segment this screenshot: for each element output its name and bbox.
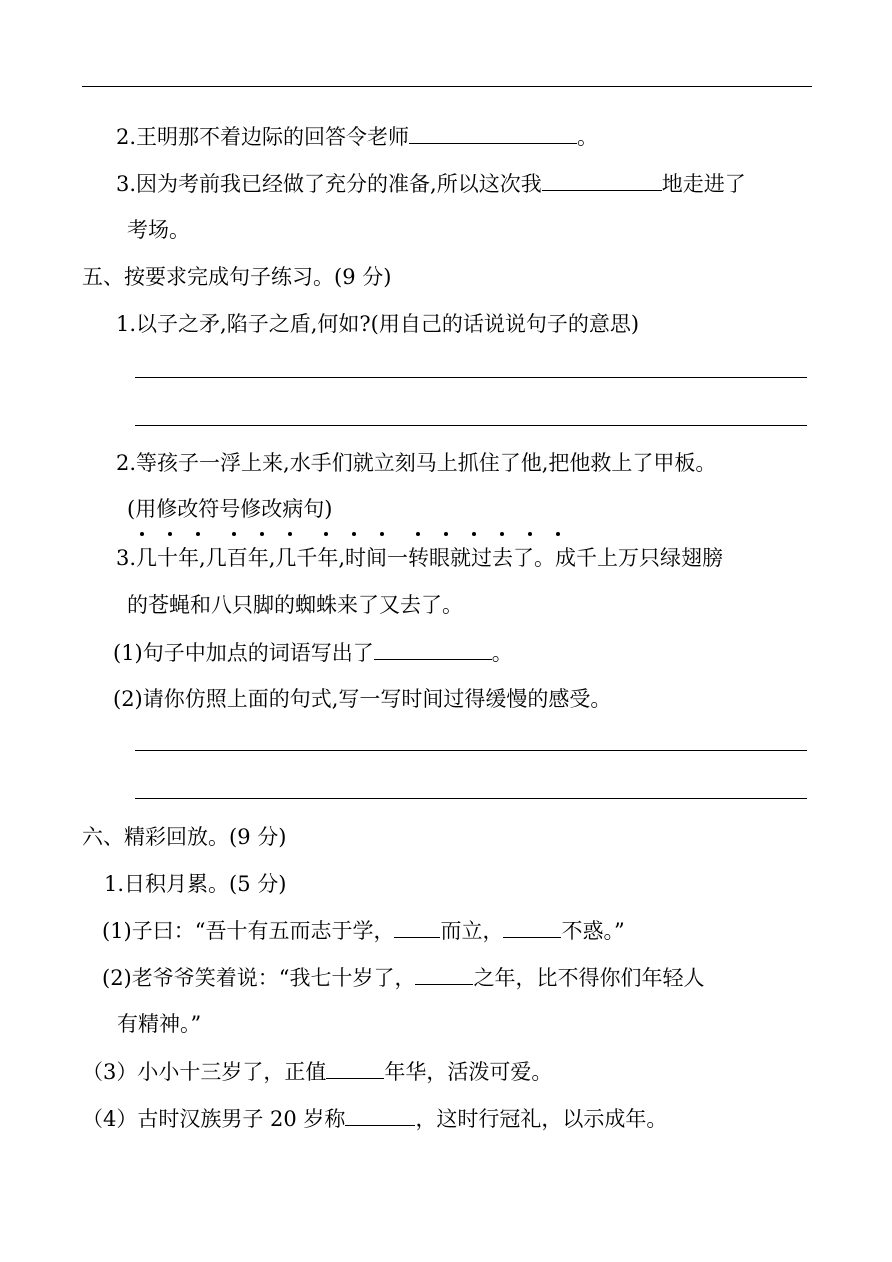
- q6-sub1-blank-1[interactable]: [394, 915, 440, 938]
- emphasis-dot: [168, 532, 172, 536]
- q6-sub4: （4）古时汉族男子 20 岁称 ，这时行冠礼，以示成年。: [82, 1103, 667, 1134]
- q6-item1: 1.日积月累。(5 分): [104, 872, 287, 896]
- q4-item3-cont: 考场。: [127, 218, 190, 242]
- emphasis-dot: [528, 532, 532, 536]
- q5-sub2: (2)请你仿照上面的句式,写一写时间过得缓慢的感受。: [113, 687, 612, 711]
- q5-item3-line2: 的苍蝇和八只脚的蜘蛛来了又去了。: [127, 593, 463, 617]
- emphasis-dot: [260, 532, 264, 536]
- q5-sub1-blank[interactable]: [374, 637, 492, 660]
- q6-sub2-blank[interactable]: [415, 962, 473, 985]
- q5-item1-answer-line-2[interactable]: [135, 425, 807, 426]
- emphasis-dot: [140, 532, 144, 536]
- emphasis-dot: [416, 532, 420, 536]
- emphasis-dot: [444, 532, 448, 536]
- emphasis-dot: [232, 532, 236, 536]
- q6-sub2: (2)老爷爷笑着说：“我七十岁了， 之年，比不得你们年轻人: [102, 962, 704, 993]
- q5-item2-note: (用修改符号修改病句): [127, 497, 333, 521]
- emphasis-dot: [556, 532, 560, 536]
- q4-item2: 2.王明那不着边际的回答令老师 。: [116, 121, 598, 152]
- q4-item2-blank[interactable]: [409, 121, 577, 144]
- q5-item1: 1.以子之矛,陷子之盾,何如?(用自己的话说说句子的意思): [116, 312, 640, 336]
- q5-sub2-answer-line-1[interactable]: [135, 750, 807, 751]
- emphasis-dot: [472, 532, 476, 536]
- q6-sub1-blank-2[interactable]: [503, 915, 561, 938]
- q6-sub2-cont: 有精神。”: [117, 1012, 202, 1036]
- q5-sub2-answer-line-2[interactable]: [135, 798, 807, 799]
- emphasis-dots: [138, 532, 578, 540]
- emphasis-dot: [380, 532, 384, 536]
- emphasis-dot: [500, 532, 504, 536]
- q5-item3-line1: 3.几十年,几百年,几千年,时间一转眼就过去了。成千上万只绿翅膀: [116, 546, 724, 570]
- q6-sub3-blank[interactable]: [326, 1056, 384, 1079]
- q5-sub1: (1)句子中加点的词语写出了 。: [113, 637, 513, 668]
- q4-item3-blank[interactable]: [542, 168, 662, 191]
- section-6-title: 六、精彩回放。(9 分): [82, 825, 287, 849]
- q6-sub3: （3）小小十三岁了，正值 年华，活泼可爱。: [82, 1056, 552, 1087]
- q4-item3: 3.因为考前我已经做了充分的准备,所以这次我 地走进了: [116, 168, 746, 199]
- section-5-title: 五、按要求完成句子练习。(9 分): [82, 265, 392, 289]
- q5-item1-answer-line-1[interactable]: [135, 377, 807, 378]
- emphasis-dot: [196, 532, 200, 536]
- q5-item2: 2.等孩子一浮上来,水手们就立刻马上抓住了他,把他救上了甲板。: [116, 451, 717, 475]
- emphasis-dot: [352, 532, 356, 536]
- emphasis-dot: [324, 532, 328, 536]
- header-rule: [82, 86, 812, 87]
- q6-sub4-blank[interactable]: [345, 1103, 415, 1126]
- emphasis-dot: [288, 532, 292, 536]
- q6-sub1: (1)子曰：“吾十有五而志于学， 而立， 不惑。”: [102, 915, 625, 946]
